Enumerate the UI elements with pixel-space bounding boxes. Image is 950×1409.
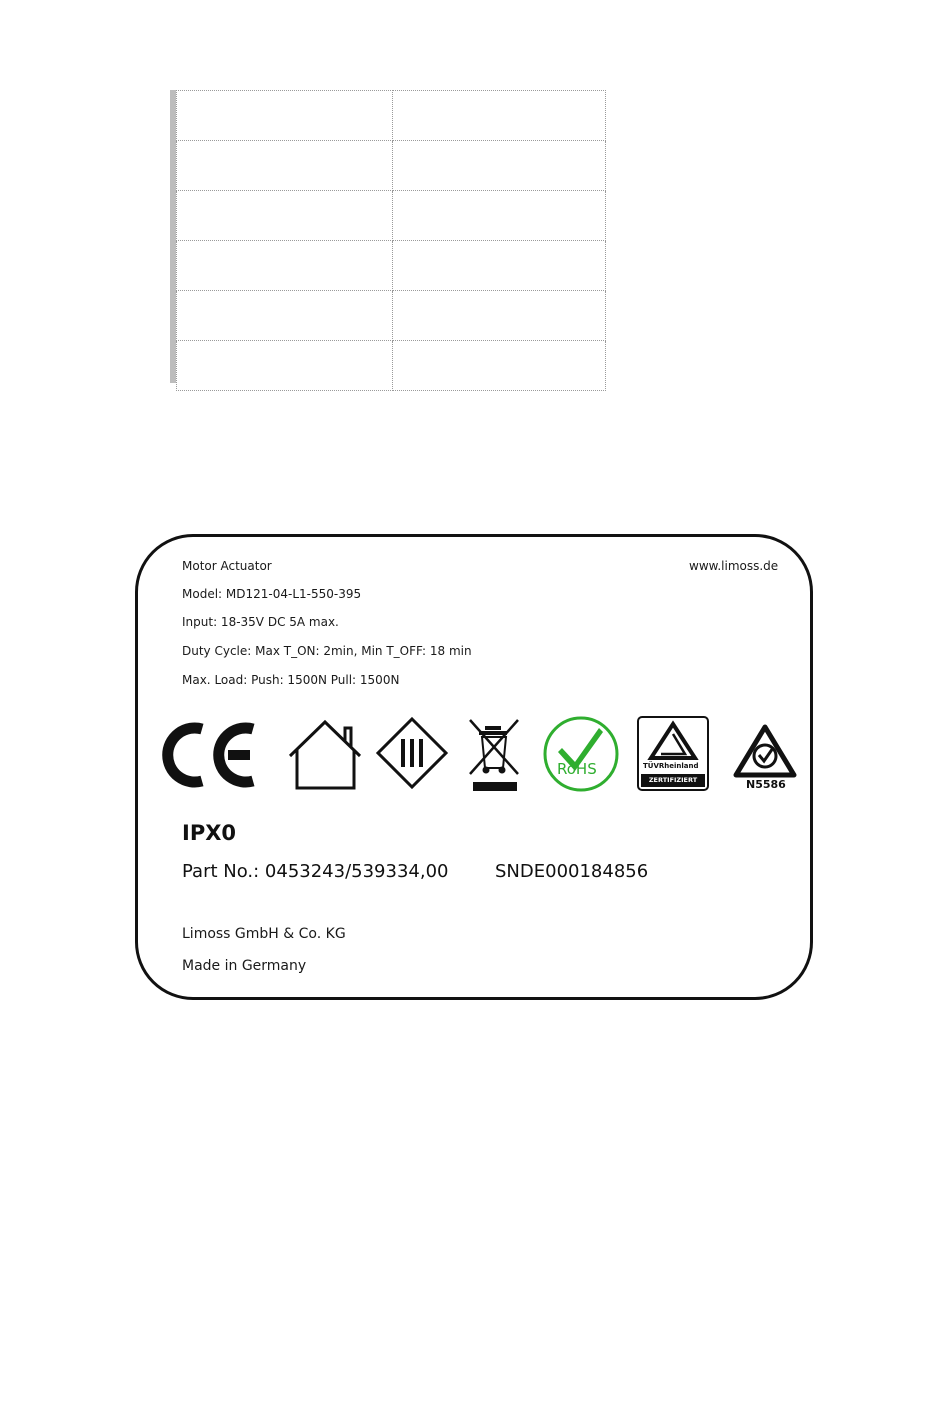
table-row bbox=[177, 141, 606, 191]
table-cell bbox=[177, 191, 393, 241]
grid-table bbox=[176, 90, 606, 391]
company-name: Limoss GmbH & Co. KG bbox=[182, 926, 346, 942]
serial-number: SNDE000184856 bbox=[495, 861, 649, 882]
max-load-text: Max. Load: Push: 1500N Pull: 1500N bbox=[182, 673, 400, 687]
indoor-use-house-icon bbox=[287, 719, 363, 791]
part-number: Part No.: 0453243/539334,00 bbox=[182, 861, 449, 882]
origin-text: Made in Germany bbox=[182, 958, 307, 974]
model-text: Model: MD121-04-L1-550-395 bbox=[182, 587, 362, 601]
product-name: Motor Actuator bbox=[182, 559, 272, 573]
rohs-check-icon bbox=[542, 715, 620, 793]
table-row bbox=[177, 191, 606, 241]
table-cell bbox=[393, 241, 606, 291]
class-iii-diamond-icon bbox=[375, 716, 449, 790]
website-text: www.limoss.de bbox=[689, 559, 779, 573]
table-cell bbox=[393, 191, 606, 241]
tuv-triangle-icon bbox=[639, 720, 707, 764]
table-cell bbox=[177, 341, 393, 391]
rohs-label: RoHS bbox=[557, 760, 597, 778]
input-text: Input: 18-35V DC 5A max. bbox=[182, 615, 339, 629]
tuv-cert-text: ZERTIFIZIERT bbox=[641, 774, 705, 787]
table-cell bbox=[393, 291, 606, 341]
table-cell bbox=[177, 291, 393, 341]
weee-crossed-bin-icon bbox=[466, 716, 522, 792]
table-cell bbox=[177, 91, 393, 141]
table-row bbox=[177, 291, 606, 341]
ip-rating: IPX0 bbox=[182, 821, 237, 845]
ce-mark-icon bbox=[162, 720, 260, 790]
duty-cycle-text: Duty Cycle: Max T_ON: 2min, Min T_OFF: 18 min bbox=[182, 644, 472, 658]
table-row bbox=[177, 341, 606, 391]
table-cell bbox=[393, 141, 606, 191]
table-cell bbox=[393, 91, 606, 141]
table-cell bbox=[393, 341, 606, 391]
empty-table bbox=[170, 90, 606, 383]
table-cell bbox=[177, 241, 393, 291]
table-row bbox=[177, 91, 606, 141]
rcm-icon bbox=[733, 724, 797, 778]
table-row bbox=[177, 241, 606, 291]
table-cell bbox=[177, 141, 393, 191]
tuv-rheinland-icon bbox=[637, 716, 709, 791]
tuv-name-text: TÜVRheinland bbox=[643, 762, 699, 770]
rcm-code: N5586 bbox=[746, 778, 786, 791]
